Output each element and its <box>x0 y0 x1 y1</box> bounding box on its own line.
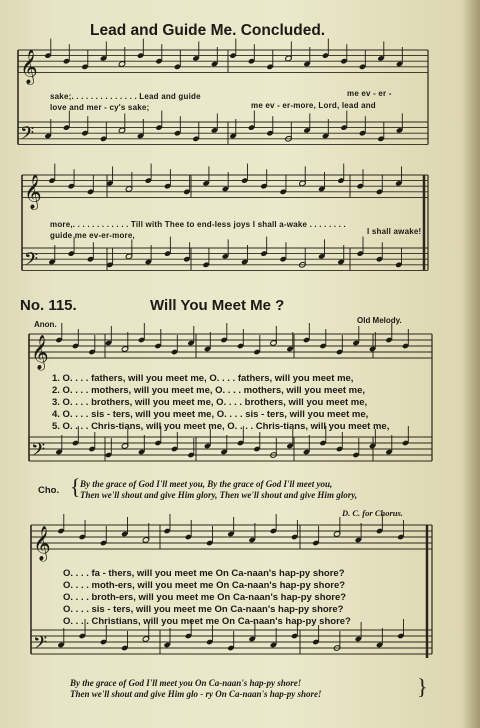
page-edge-shadow <box>464 0 480 728</box>
chorus-end-line: Then we'll shout and give Him glo - ry On Ca-naan's hap-py shore! <box>70 689 322 699</box>
treble-clef-icon: 𝄞 <box>31 335 49 370</box>
hymn-title: Will You Meet Me ? <box>150 297 285 314</box>
bass-clef-icon: 𝄢 <box>33 633 48 658</box>
verse-end-line: O. . . . broth-ers, will you meet me On Ca-naan's hap-py shore? <box>63 592 347 603</box>
verse-line: 1. O. . . . fathers, will you meet me, O. . . . fathers, will you meet me, <box>52 373 354 384</box>
bass-clef-icon: 𝄢 <box>24 249 39 275</box>
verse-end-line: O. . . . fa - thers, will you meet me On Ca-naan's hap-py shore? <box>63 568 345 579</box>
system2-lyric-upper: more,. . . . . . . . . . . . Till with Thee to end-less joys I shall a-wake . . . . . . . . <box>50 220 346 229</box>
system1-treble-lyric-right: me ev - er - <box>347 89 392 98</box>
hymn-tune: Old Melody. <box>357 316 402 325</box>
system1-lower-lyric-left: love and mer - cy's sake; <box>50 103 150 112</box>
system2-lyric-lower-left: guide me ev-er-more, <box>50 231 135 240</box>
system1-lower-lyric-right: me ev - er-more, Lord, lead and <box>251 101 376 110</box>
hymn-author: Anon. <box>34 320 57 329</box>
chorus-label: Cho. <box>38 485 60 496</box>
bass-clef-icon: 𝄢 <box>31 440 46 465</box>
treble-clef-icon: 𝄞 <box>20 49 38 85</box>
hymn-number: No. 115. <box>20 297 77 314</box>
verse-line: 2. O. . . . mothers, will you meet me, O. . . . mothers, will you meet me, <box>52 385 366 396</box>
system1-treble-lyric-left: sake;. . . . . . . . . . . . . . Lead and guide <box>50 92 201 101</box>
chorus-end-line: By the grace of God I'll meet you On Ca-naan's hap-py shore! <box>70 678 302 688</box>
chorus-line: Then we'll shout and give Him glory, Then we'll shout and give Him glory, <box>80 490 358 500</box>
page-title: Lead and Guide Me. Concluded. <box>90 22 326 39</box>
treble-clef-icon: 𝄞 <box>24 174 42 210</box>
chorus-line: By the grace of God I'll meet you, By the grace of God I'll meet you, <box>80 479 333 489</box>
system2-lyric-lower-right: I shall awake! <box>367 227 422 236</box>
chorus-brace: { <box>70 474 81 499</box>
verse-end-line: O. . . . moth-ers, will you meet me On Ca-naan's hap-py shore? <box>63 580 346 591</box>
chorus-end-brace: } <box>417 674 428 699</box>
verse-line: 5. O. . . . Chris-tians, will you meet me, O. . . . Chris-tians, will you meet me, <box>52 421 390 432</box>
bass-clef-icon: 𝄢 <box>20 123 35 149</box>
dc-label: D. C. for Chorus. <box>342 508 403 518</box>
verse-end-line: O. . . . Christians, will you meet me On Ca-naan's hap-py shore? <box>63 616 351 627</box>
verse-line: 3. O. . . . brothers, will you meet me, O. . . . brothers, will you meet me, <box>52 397 368 408</box>
treble-clef-icon: 𝄞 <box>33 526 51 561</box>
verse-end-line: O. . . . sis - ters, will you meet me On Ca-naan's hap-py shore? <box>63 604 344 615</box>
verse-line: 4. O. . . . sis - ters, will you meet me, O. . . . sis - ters, will you meet me, <box>52 409 369 420</box>
